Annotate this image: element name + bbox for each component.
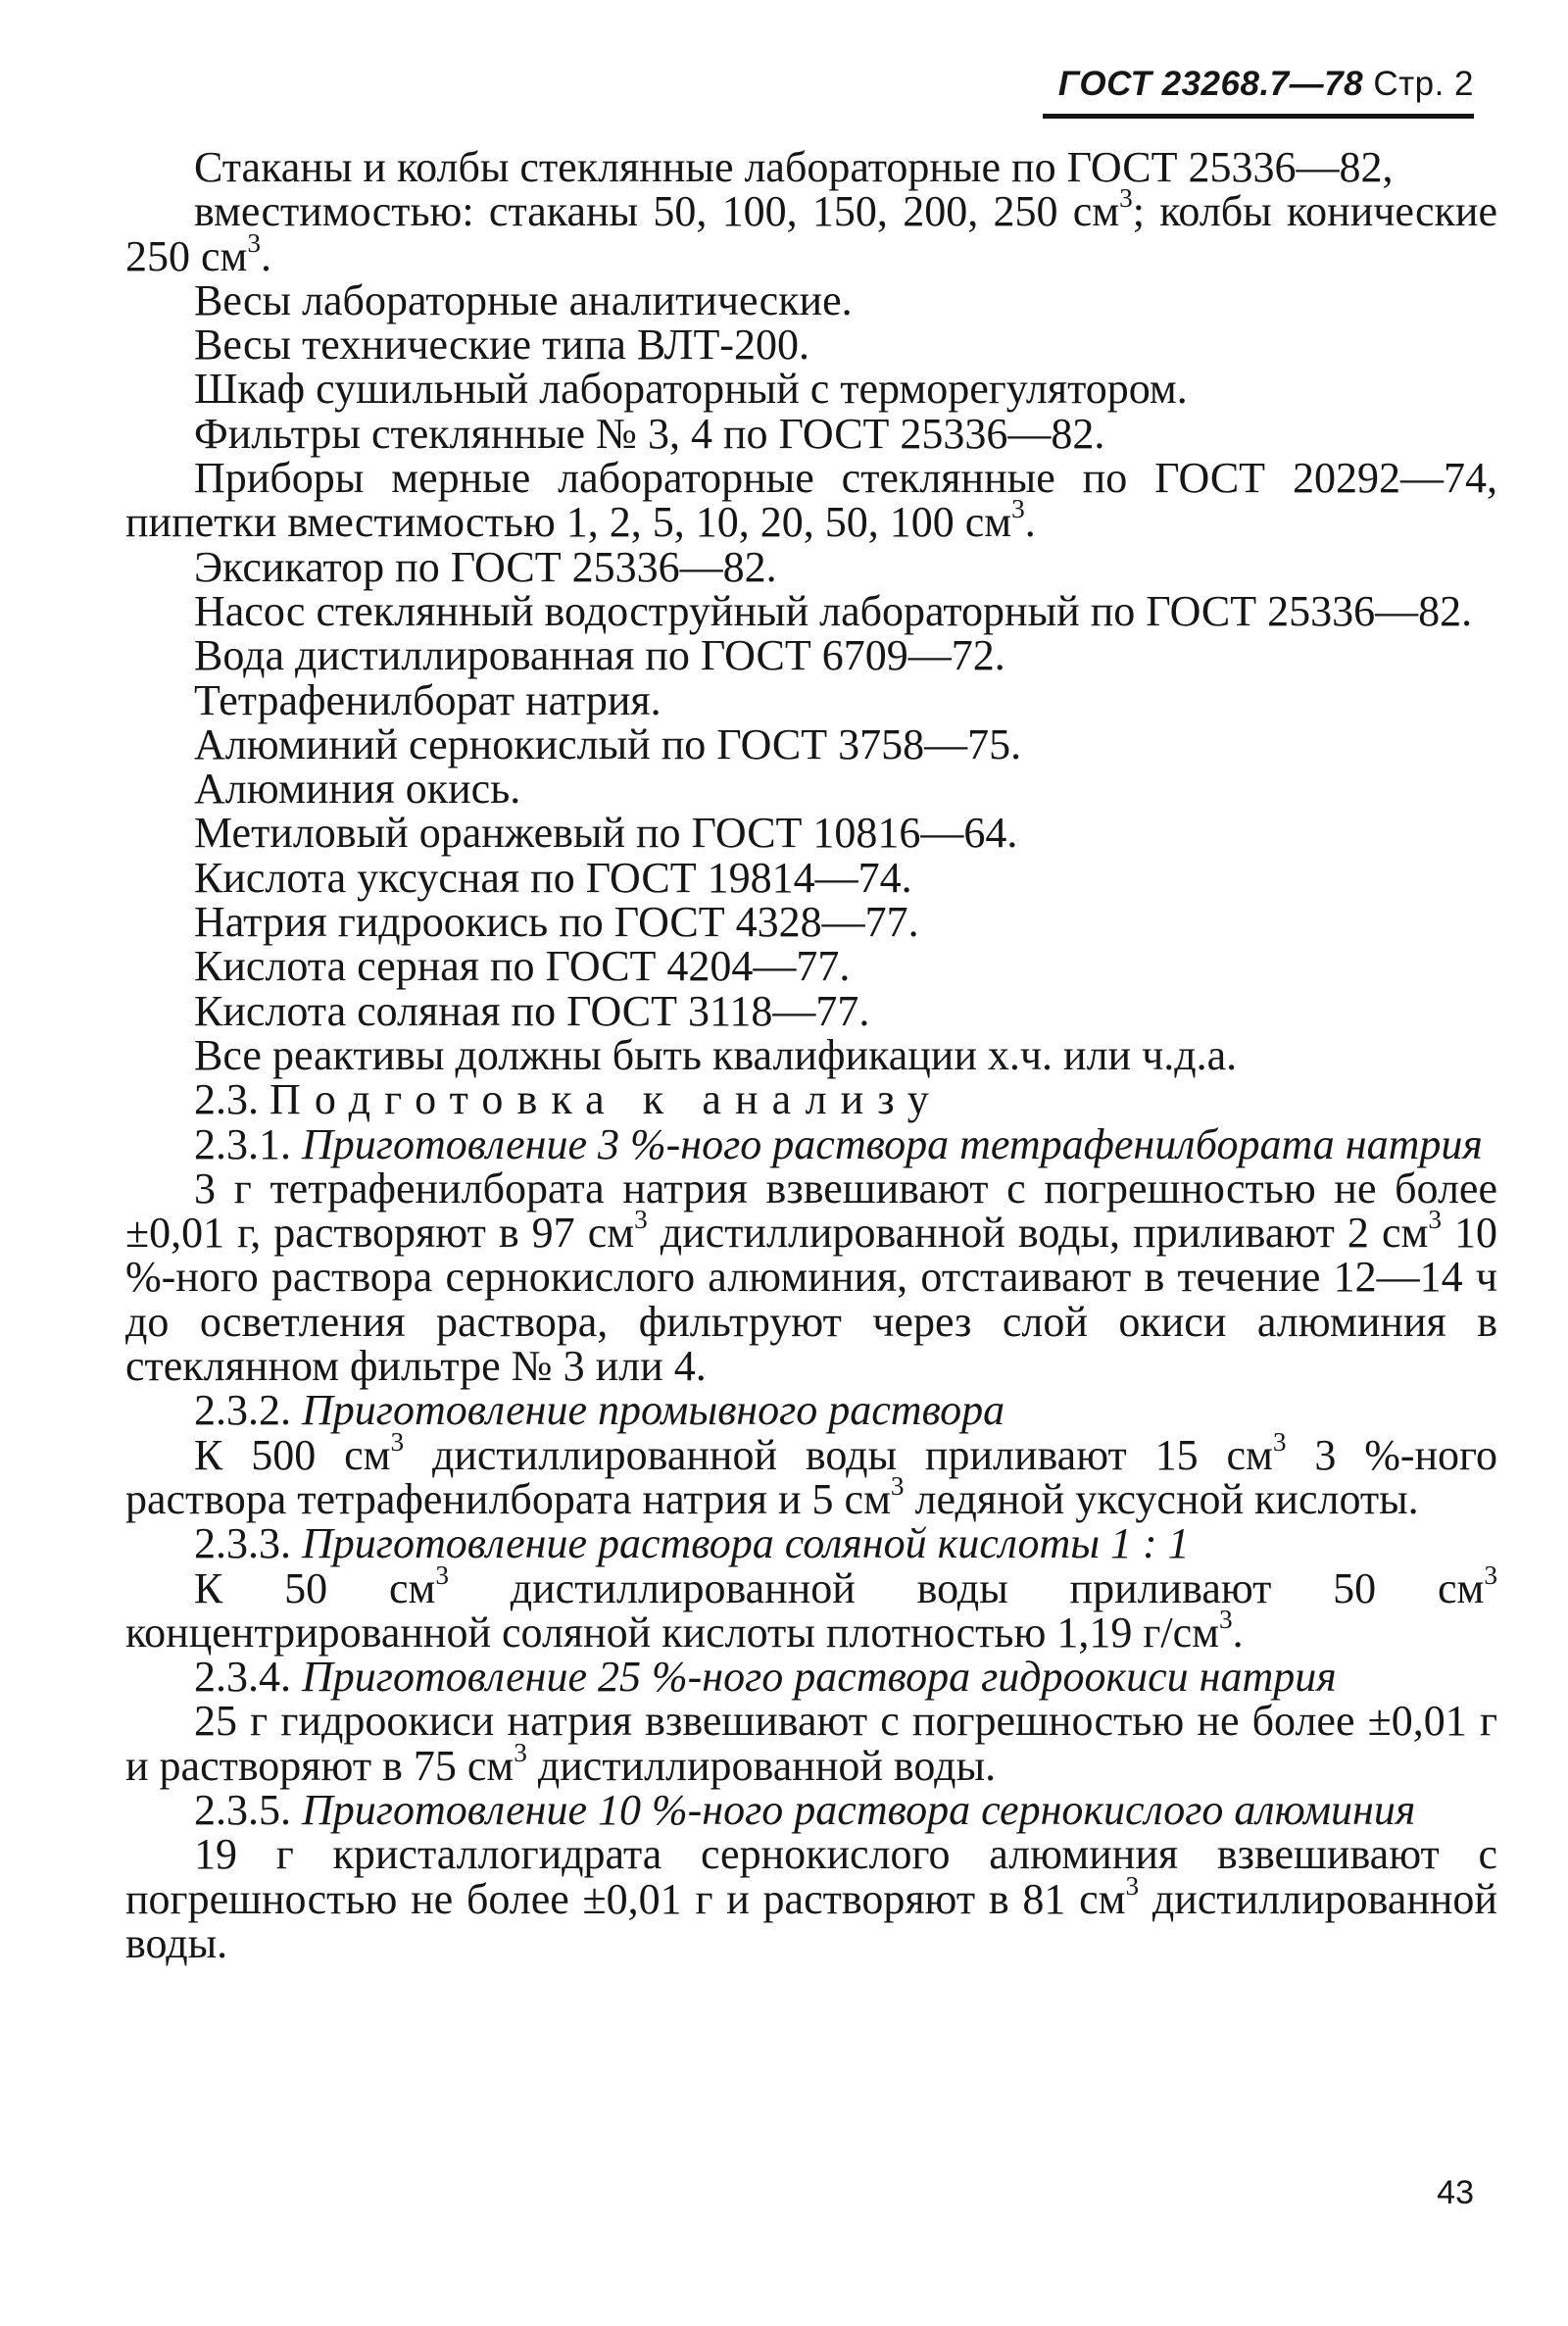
list-item: Кислота уксусная по ГОСТ 19814—74.	[194, 853, 912, 902]
section-number: 2.3.	[194, 1075, 259, 1124]
page-header	[1043, 65, 1474, 119]
list-item: Стаканы и колбы стеклянные лабораторные по ГОСТ 25336—82,	[194, 143, 1394, 191]
subsection-heading	[125, 1119, 1497, 1168]
paragraph: К 500 $см^3$ дистиллированной воды приливают 15 $см^3$ 3 %-ного раствора тетрафенилбората натрия и 5 $см^3$ ледяной уксусной кислоты.	[125, 1426, 1497, 1523]
section-heading	[125, 1075, 1497, 1124]
subsection-title: Приготовление 10 %-ного раствора сернокислого алюминия	[302, 1785, 1416, 1834]
list-item: Тетрафенилборат натрия.	[194, 675, 662, 724]
subsection-heading	[125, 1386, 1497, 1435]
header-rule	[1043, 114, 1474, 119]
subsection-title: Приготовление 3 %-ного раствора тетрафенилбората натрия	[302, 1119, 1483, 1168]
list-item: Вода дистиллированная по ГОСТ 6709—72.	[194, 631, 1005, 680]
paragraph: 25 г гидроокиси натрия взвешивают с погрешностью не более ±0,01 г и растворяют в 75 $см^3$ дистиллированной воды.	[125, 1697, 1497, 1790]
subsection-number: 2.3.2.	[194, 1386, 291, 1435]
list-item: вместимостью: стаканы 50, 100, 150, 200, 250 $см^3$; колбы конические 250 $см^3$.	[125, 183, 1497, 280]
subsection-heading	[125, 1785, 1497, 1834]
list-item: Алюминия окись.	[194, 765, 521, 814]
list-item: Фильтры стеклянные № 3, 4 по ГОСТ 25336—82.	[194, 409, 1105, 458]
list-item: Весы лабораторные аналитические.	[194, 275, 853, 324]
subsection-title: Приготовление раствора соляной кислоты 1 : 1	[302, 1519, 1190, 1568]
subsection-heading	[125, 1519, 1497, 1568]
header-line	[1043, 65, 1474, 104]
subsection-number: 2.3.4.	[194, 1653, 291, 1702]
subsection-heading	[125, 1653, 1497, 1702]
section-title: Подготовка к анализу	[270, 1075, 943, 1124]
page-label: Стр. 2	[1373, 65, 1474, 103]
page-number: 43	[1437, 2174, 1474, 2211]
list-item: Приборы мерные лабораторные стеклянные по ГОСТ 20292—74, пипетки вместимостью 1, 2, 5, 10, 20, 50, 100 $см^3$.	[125, 454, 1497, 547]
list-item: Шкаф сушильный лабораторный с терморегулятором.	[194, 365, 1188, 414]
paragraph: 19 г кристаллогидрата сернокислого алюминия взвешивают с погрешностью не более ±0,01 г и растворяют в 81 $см^3$ дистиллированной воды.	[125, 1830, 1497, 1967]
standard-code: ГОСТ 23268.7—78	[1057, 65, 1364, 103]
list-item: Алюминий сернокислый по ГОСТ 3758—75.	[194, 719, 1022, 768]
page-body	[125, 145, 1497, 1965]
subsection-number: 2.3.5.	[194, 1785, 291, 1834]
list-item: Весы технические типа ВЛТ-200.	[194, 321, 809, 370]
paragraph: 3 г тетрафенилбората натрия взвешивают с погрешностью не более ±0,01 г, растворяют в 97 $см^3$ дистиллированной воды, приливают 2 $см^3$ 10 %-ного раствора сернокислого алюминия, отстаивают в течение 12—14 ч до осветления раствора, фильтруют через слой окиси алюминия в стеклянном фильтре № 3 или 4.	[125, 1163, 1498, 1391]
subsection-title: Приготовление промывного раствора	[302, 1386, 1005, 1435]
paragraph: К 50 $см^3$ дистиллированной воды приливают 50 $см^3$ концентрированной соляной кислоты плотностью 1,19 $г/см^3$.	[125, 1559, 1497, 1657]
list-item: Метиловый оранжевый по ГОСТ 10816—64.	[194, 809, 1018, 858]
equipment-list	[125, 145, 1497, 1077]
subsection-number: 2.3.1.	[194, 1119, 291, 1168]
list-item: Эксикатор по ГОСТ 25336—82.	[194, 542, 777, 591]
subsection-number: 2.3.3.	[194, 1519, 291, 1568]
list-item: Насос стеклянный водоструйный лабораторный по ГОСТ 25336—82.	[194, 586, 1473, 635]
list-item: Натрия гидроокись по ГОСТ 4328—77.	[194, 898, 919, 947]
subsection-title: Приготовление 25 %-ного раствора гидроокиси натрия	[302, 1653, 1337, 1702]
list-item: Все реактивы должны быть квалификации х.ч. или ч.д.а.	[194, 1030, 1238, 1079]
list-item: Кислота серная по ГОСТ 4204—77.	[194, 942, 851, 991]
list-item: Кислота соляная по ГОСТ 3118—77.	[194, 986, 870, 1035]
